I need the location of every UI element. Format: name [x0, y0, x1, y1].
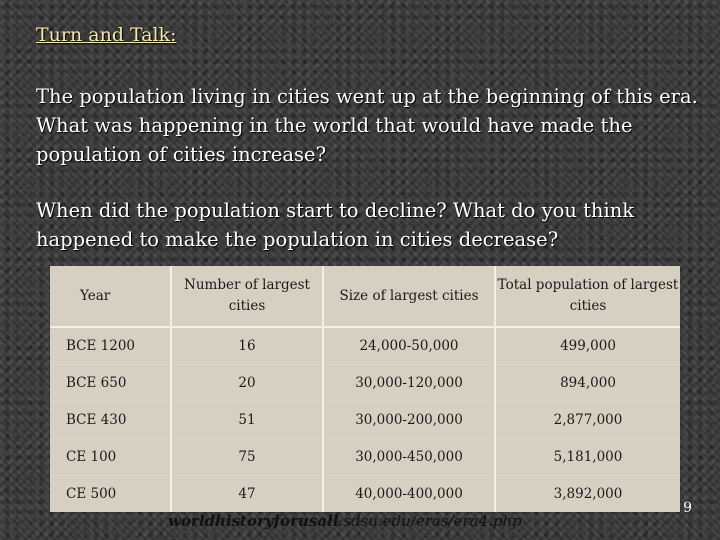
- cell-total: 894,000: [495, 365, 680, 402]
- header-number-of-cities: Number of largest cities: [171, 266, 323, 327]
- header-total-population: Total population of largest cities: [495, 266, 680, 327]
- source-path: .sdsu.edu/eras/era4.php: [338, 512, 522, 530]
- table-row: [50, 327, 680, 365]
- table-header-row: [50, 266, 680, 327]
- table-row: [50, 476, 680, 513]
- cell-year: CE 100: [50, 439, 171, 476]
- cell-size: 30,000-120,000: [323, 365, 495, 402]
- source-site-name: worldhistoryforusall: [168, 512, 339, 530]
- cell-number: 75: [171, 439, 323, 476]
- cell-year: BCE 1200: [66, 338, 136, 354]
- table-row: [50, 439, 680, 476]
- cell-year: BCE 430: [50, 402, 171, 439]
- cell-total: 499,000: [495, 327, 680, 365]
- cell-year: CE 500: [50, 476, 171, 513]
- population-table: [50, 266, 680, 512]
- table-row: [50, 402, 680, 439]
- cell-size: 24,000-50,000: [323, 327, 495, 365]
- question-paragraph-1: The population living in cities went up at the beginning of this era. What was happening in the world that would have made the population of cities increase?: [36, 85, 698, 166]
- header-year: Year: [50, 266, 171, 327]
- cell-total: 2,877,000: [495, 402, 680, 439]
- page-number: 9: [683, 500, 692, 516]
- cell-number: 20: [171, 365, 323, 402]
- cell-number: 51: [171, 402, 323, 439]
- slide-title: Turn and Talk:: [36, 24, 177, 46]
- cell-year: BCE 650: [50, 365, 171, 402]
- cell-total: 3,892,000: [495, 476, 680, 513]
- cell-total: 5,181,000: [495, 439, 680, 476]
- cell-size: 40,000-400,000: [323, 476, 495, 513]
- source-citation: [168, 512, 522, 530]
- cell-number: 47: [171, 476, 323, 513]
- table-row: [50, 365, 680, 402]
- cell-number: 16: [171, 327, 323, 365]
- question-paragraph-2: When did the population start to decline? What do you think happened to make the population in cities decrease?: [36, 199, 635, 251]
- header-size-of-cities: Size of largest cities: [323, 266, 495, 327]
- cell-size: 30,000-450,000: [323, 439, 495, 476]
- cell-size: 30,000-200,000: [323, 402, 495, 439]
